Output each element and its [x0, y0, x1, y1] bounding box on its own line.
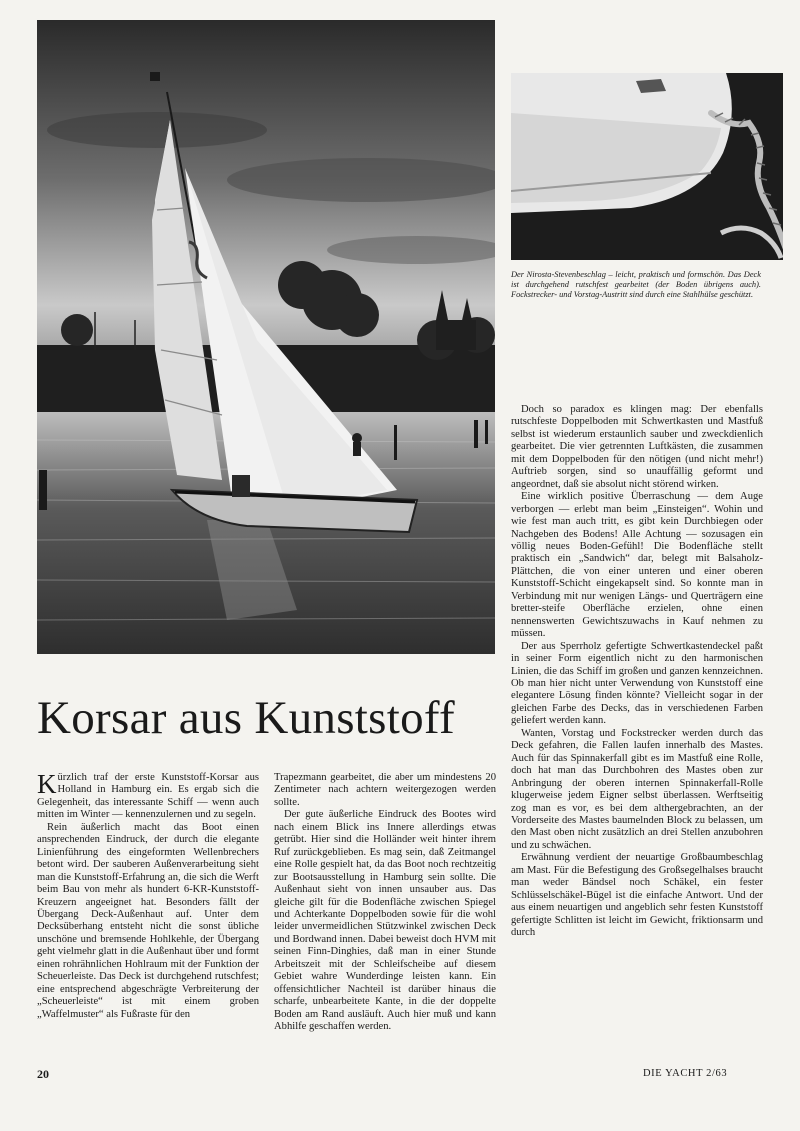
- article-column-3: [511, 404, 763, 939]
- paragraph: Trapezmann gearbeitet, die aber um mindestens 20 Zentimeter nach achtern weitergezogen werden sollte.: [274, 772, 496, 808]
- magazine-issue: DIE YACHT 2/63: [643, 1068, 728, 1079]
- drop-cap: K: [37, 769, 57, 799]
- page-number: 20: [37, 1067, 49, 1081]
- paragraph: Rein äußerlich macht das Boot einen ansprechenden Eindruck, der durch die elegante Linienführung des eingeformten Wellenbrechers betont wird. Der sauberen Außenverarbeitung sieht man die Kunststoff-Erfahrung an, die sich die Werft beim Bau von mehr als hundert 6-KR-Kunststoff-Kreuzern angeeignet hat. Besonders fällt der Übergang Deck-Außenhaut auf. Unter dem Decksüberhang entsteht nicht die sonst übliche unschöne und bremsende Hohlkehle, der Übergang geht vielmehr glatt in die Außenhaut über und formt einen rohrähnlichen Hohlraum mit der Funktion der Scheuerleiste. Das Deck ist durchgehend rutschfest; eine entsprechend abgeschrägte Verbreiterung der „Scheuerleiste“ ist mit einem groben „Waffelmuster“ als Fußraste für den: [37, 821, 259, 1020]
- paragraph: Der gute äußerliche Eindruck des Bootes wird nach einem Blick ins Innere allerdings etwas getrübt. Hier sind die Holländer weit hinter ihrem Ruf zurückgeblieben. Es mag sein, daß Zeitmangel eine Rolle gespielt hat, da das Boot noch rechtzeitig zur Bootsausstellung in Hamburg sein sollte. Die Außenhaut sieht von innen unsauber aus. Das gleiche gilt für die Bodenfläche zwischen Spiegel und Achterkante Doppelboden sowie für die wohl leider unvermeidlichen Stützwinkel zwischen Deck und Bordwand innen. Dabei beweist doch HVM mit seinen Finn-Dinghies, daß man in einer Stunde Arbeitszeit mit der Schleifscheibe auf diesem Gebiet wahre Wunderdinge leisten kann. Ein offensichtlicher Nachteil ist darüber hinaus die scharfe, unbearbeitete Kante, in die der doppelte Boden am Rand ausläuft. Auch hier muß und kann Abhilfe geschaffen werden.: [274, 809, 496, 1033]
- paragraph: Wanten, Vorstag und Fockstrecker werden durch das Deck gefahren, die Fallen laufen innerhalb des Mastes. Auch für das Spinnakerfall gibt es im Mastfuß eine Rolle, doch hat man das Durchbohren des Mastes oben zur Anbringung der oberen internen Spinnakerfall-Rolle klugerweise jedem Eigner selbst überlassen. Werftseitig zog man es vor, es bei dem althergebrachten, an der Vorderseite des Mastes baumelnden Block zu belassen, um den Mast oben nicht zusätzlich an drei Stellen anzubohren und zu schwächen.: [511, 727, 763, 851]
- article-title: Korsar aus Kunststoff: [37, 692, 455, 744]
- paragraph: Eine wirklich positive Überraschung — dem Auge verborgen — erlebt man beim „Einsteigen“. Wohin und wie fest man auch tritt, es gibt kein Durchbiegen oder Nachgeben des Bodens! Alle Achtung — sozusagen ein völlig neues Boden-Gefühl! Die Bodenfläche stellt praktisch ein „Sandwich“ dar, belegt mit Balsaholz-Plättchen, die von einer unteren und einer oberen Kunststoff-Schicht eingekapselt sind. So konnte man in Verbindung mit nur wenigen Längs- und Querträgern eine bretter-steife Oberfläche erzielen, ohne einen nennenswerten Gewichtszuwachs in Kauf nehmen zu müssen.: [511, 491, 763, 640]
- paragraph: Doch so paradox es klingen mag: Der ebenfalls rutschfeste Doppelboden mit Schwertkasten und Mastfuß selbst ist wiederum erstaunlich sauber und zweckdienlich gearbeitet. Die vier getrennten Luftkästen, die zusammen mit dem Doppelboden für den nötigen (und nicht mehr!) Auftrieb sorgen, sind so unauffällig geformt und angeordnet, daß sie absolut nicht störend wirken.: [511, 404, 763, 490]
- article-column-2: [274, 772, 496, 1034]
- sailboat-photo: [37, 20, 495, 654]
- article-column-1: [37, 769, 259, 1021]
- photo-caption: Der Nirosta-Stevenbeschlag – leicht, praktisch und formschön. Das Deck ist durchgehend rutschfest gearbeitet (der Boden übrigens auch). Fockstrecker- und Vorstag-Austritt sind durch eine Stahlhülse geschützt.: [511, 270, 761, 300]
- paragraph: Der aus Sperrholz gefertigte Schwertkastendeckel paßt in seiner Form eigentlich nicht zu den harmonischen Linien, die das Schiff im großen und ganzen kennzeichnen. Ob man hier nicht unter Verwendung von Kunststoff eine elegantere Lösung finden könnte? Vielleicht sogar in der gleichen Farbe des Decks, das in verschiedenen Farben geliefert werden kann.: [511, 640, 763, 727]
- bow-fitting-photo: [511, 73, 783, 260]
- paragraph: Erwähnung verdient der neuartige Großbaumbeschlag am Mast. Für die Befestigung des Großsegelhalses braucht man weder Bändsel noch Schäkel, ein fester Schlüsselschäkel-Bügel ist die einfache Antwort. Und der aus einem neuartigen und angeblich sehr festen Kunststoff gefertigte Schlitten ist leicht im Gewicht, friktionsarm und durch: [511, 852, 763, 939]
- paragraph: Kürzlich traf der erste Kunststoff-Korsar aus Holland in Hamburg ein. Es ergab sich die Gelegenheit, das interessante Schiff — wenn auch mitten im Winter — kennenzulernen und zu segeln.: [37, 769, 259, 821]
